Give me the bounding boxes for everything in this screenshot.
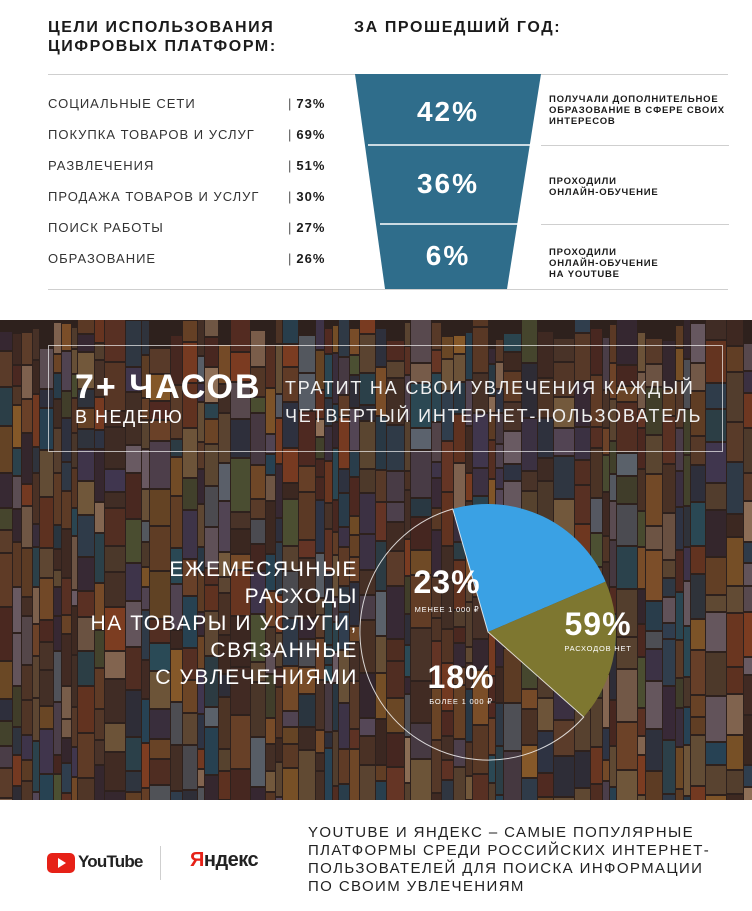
pie-value-under-1000: 23% [413, 564, 481, 600]
past-year-heading: ЗА ПРОШЕДШИЙ ГОД: [354, 19, 562, 36]
funnel-desc-online-learning [549, 176, 749, 198]
funnel-value-online-learning: 36% [416, 168, 480, 199]
purpose-label: ПОКУПКА ТОВАРОВ И УСЛУГ [48, 127, 255, 142]
spending-title-line: НА ТОВАРЫ И УСЛУГИ, [90, 612, 358, 635]
funnel-desc-line: ОНЛАЙН-ОБУЧЕНИЕ [549, 258, 659, 269]
platforms-footer [0, 800, 752, 911]
spending-pie-chart [0, 320, 752, 800]
youtube-logo [47, 852, 142, 874]
purpose-label: ОБРАЗОВАНИЕ [48, 251, 157, 266]
funnel-desc-line: ИНТЕРЕСОВ [549, 116, 616, 127]
spending-title-line: С УВЛЕЧЕНИЯМИ [155, 666, 358, 689]
hours-unit: В НЕДЕЛЮ [75, 407, 184, 427]
pie-label-over-1000: БОЛЕЕ 1 000 ₽ [429, 697, 493, 706]
statement-line: YOUTUBE И ЯНДЕКС – САМЫЕ ПОПУЛЯРНЫЕ [308, 824, 695, 841]
purpose-value: | 30% [288, 189, 325, 204]
statement-line: ПОЛЬЗОВАТЕЛЕЙ ДЛЯ ПОИСКА ИНФОРМАЦИИ [308, 860, 704, 877]
purpose-label: СОЦИАЛЬНЫЕ СЕТИ [48, 96, 196, 111]
spending-title-line: СВЯЗАННЫЕ [210, 639, 358, 662]
funnel-desc-line: ПРОХОДИЛИ [549, 176, 617, 187]
yandex-logo [190, 849, 258, 872]
pie-label-no-spending: РАСХОДОВ НЕТ [564, 644, 632, 653]
spending-title-line: РАСХОДЫ [244, 585, 358, 608]
statement-line: ПЛАТФОРМЫ СРЕДИ РОССИЙСКИХ ИНТЕРНЕТ- [308, 842, 711, 859]
funnel-value-extra-education: 42% [416, 96, 480, 127]
platforms-statement [308, 824, 748, 896]
youtube-wordmark: YouTube [78, 852, 143, 871]
purpose-value: | 26% [288, 251, 325, 266]
logo-divider [160, 846, 161, 880]
usage-heading-line-2: ЦИФРОВЫХ ПЛАТФОРМ: [48, 38, 277, 55]
funnel-desc-line: ПРОХОДИЛИ [549, 247, 617, 258]
funnel-desc-line: ПОЛУЧАЛИ ДОПОЛНИТЕЛЬНОЕ [549, 94, 719, 105]
funnel-desc-line: ОНЛАЙН-ОБУЧЕНИЕ [549, 187, 659, 198]
funnel-desc-extra-education [549, 94, 749, 127]
statement-line: ПО СВОИМ УВЛЕЧЕНИЯМ [308, 878, 525, 895]
platform-usage-section [0, 0, 752, 320]
yandex-logo-letter: Я [190, 849, 204, 871]
purpose-value: | 69% [288, 127, 325, 142]
yandex-logo-rest: ндекс [203, 849, 259, 871]
hours-value: 7+ ЧАСОВ [75, 368, 262, 406]
pie-value-over-1000: 18% [427, 659, 495, 695]
funnel-desc-line: НА YOUTUBE [549, 269, 620, 280]
spending-title-line: ЕЖЕМЕСЯЧНЫЕ [169, 558, 358, 581]
funnel-desc-youtube-learning [549, 247, 749, 280]
hobbies-section [0, 320, 752, 800]
usage-heading-line-1: ЦЕЛИ ИСПОЛЬЗОВАНИЯ [48, 19, 275, 36]
youtube-play-icon [47, 853, 75, 873]
purpose-value: | 51% [288, 158, 325, 173]
purpose-label: РАЗВЛЕЧЕНИЯ [48, 158, 155, 173]
hours-description-line-2: ЧЕТВЕРТЫЙ ИНТЕРНЕТ-ПОЛЬЗОВАТЕЛЬ [285, 406, 703, 426]
purpose-value: | 27% [288, 220, 325, 235]
pie-value-no-spending: 59% [564, 606, 632, 642]
hours-description-line-1: ТРАТИТ НА СВОИ УВЛЕЧЕНИЯ КАЖДЫЙ [285, 378, 695, 398]
funnel-desc-line: ОБРАЗОВАНИЕ В СФЕРЕ СВОИХ [549, 105, 725, 116]
purpose-label: ПОИСК РАБОТЫ [48, 220, 164, 235]
purpose-value: | 73% [288, 96, 325, 111]
purpose-label: ПРОДАЖА ТОВАРОВ И УСЛУГ [48, 189, 260, 204]
pie-label-under-1000: МЕНЕЕ 1 000 ₽ [414, 605, 480, 614]
funnel-value-youtube-learning: 6% [425, 240, 471, 271]
